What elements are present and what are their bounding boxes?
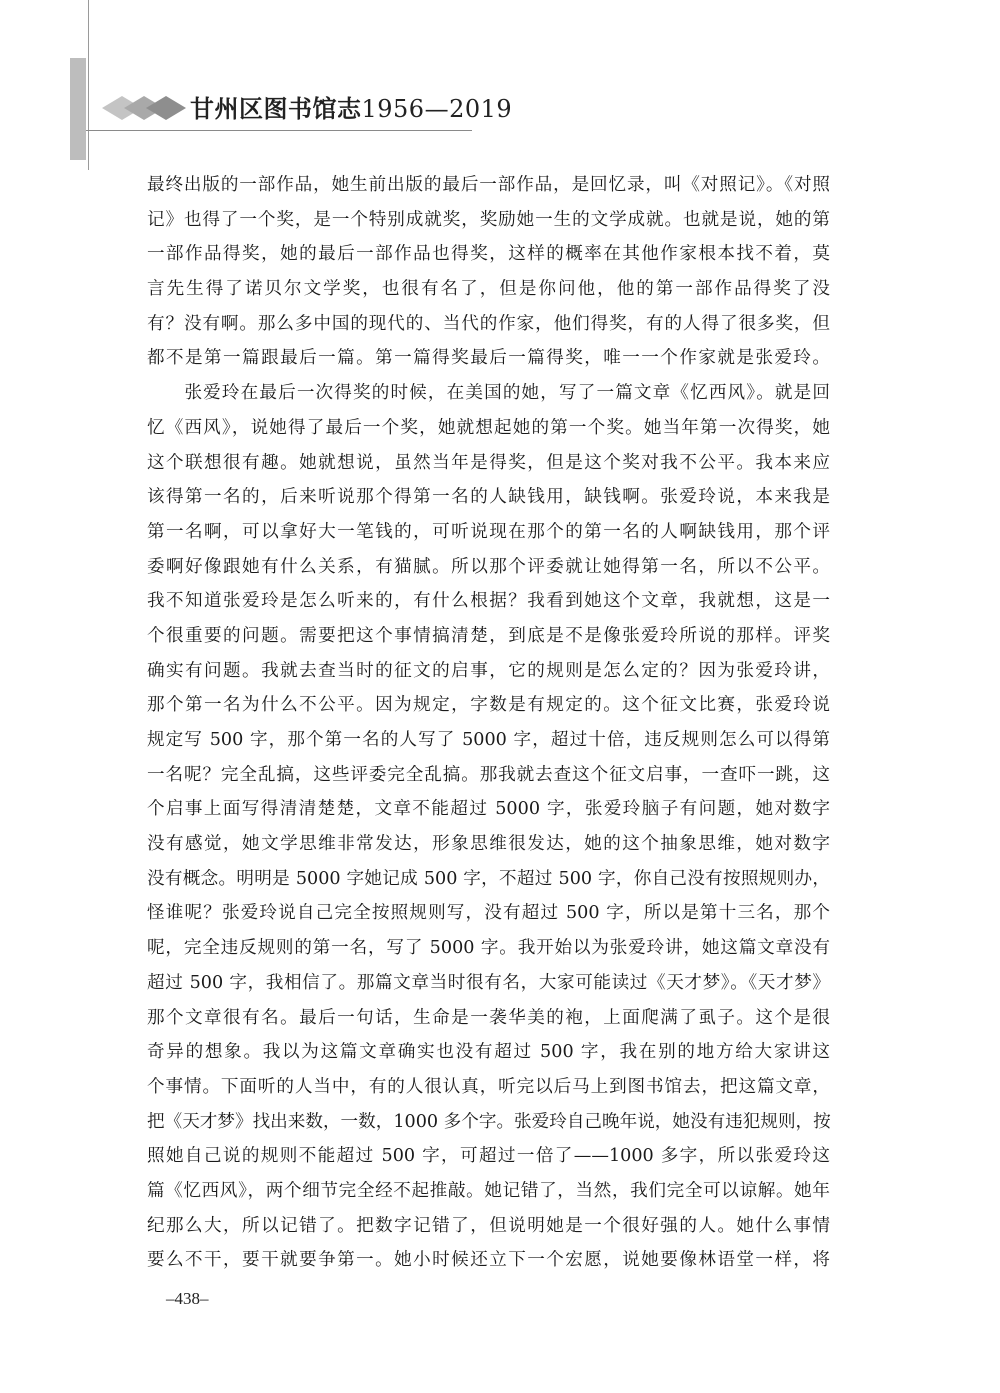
text-line: 超过 500 字，我相信了。那篇文章当时很有名，大家可能读过《天才梦》。《天才梦》 [147, 972, 830, 993]
running-header-title [190, 91, 512, 127]
text-line: 照她自己说的规则不能超过 500 字，可超过一倍了——1000 多字，所以张爱玲这 [147, 1146, 830, 1167]
text-line: 这个联想很有趣。她就想说，虽然当年是得奖，但是这个奖对我不公平。我本来应 [147, 452, 830, 473]
book-title: 甘州区图书馆志 [190, 94, 362, 123]
text-line: 把《天才梦》找出来数，一数，1000 多个字。张爱玲自己晚年说，她没有违犯规则，按 [147, 1111, 831, 1132]
text-line: 委啊好像跟她有什么关系，有猫腻。所以那个评委就让她得第一名，所以不公平。 [147, 556, 830, 577]
text-line: 那个文章很有名。最后一句话，生命是一袭华美的袍，上面爬满了虱子。这个是很 [147, 1007, 830, 1028]
text-line: 纪那么大，所以记错了。把数字记错了，但说明她是一个很好强的人。她什么事情 [147, 1215, 830, 1236]
text-line: 忆《西风》，说她得了最后一个奖，她就想起她的第一个奖。她当年第一次得奖，她 [147, 417, 830, 438]
text-line: 那个第一名为什么不公平。因为规定，字数是有规定的。这个征文比赛，张爱玲说 [147, 695, 830, 716]
text-line: 呢，完全违反规则的第一名，写了 5000 字。我开始以为张爱玲讲，她这篇文章没有 [147, 938, 830, 959]
text-line: 要么不干，要干就要争第一。她小时候还立下一个宏愿，说她要像林语堂一样，将 [147, 1250, 830, 1271]
text-line: 最终出版的一部作品，她生前出版的最后一部作品，是回忆录，叫《对照记》。《对照 [147, 175, 830, 195]
page-number: –438– [166, 1289, 209, 1308]
text-line: 奇异的想象。我以为这篇文章确实也没有超过 500 字，我在别的地方给大家讲这 [147, 1042, 830, 1063]
text-line: 言先生得了诺贝尔文学奖，也很有名了，但是你问他，他的第一部作品得奖了没 [147, 279, 830, 300]
text-line: 该得第一名的，后来听说那个得第一名的人缺钱用，缺钱啊。张爱玲说，本来我是 [147, 487, 830, 508]
text-line: 都不是第一篇跟最后一篇。第一篇得奖最后一篇得奖，唯一一个作家就是张爱玲。 [147, 348, 830, 369]
text-line: 确实有问题。我就去查当时的征文的启事，它的规则是怎么定的？因为张爱玲讲， [147, 660, 830, 681]
text-line: 个事情。下面听的人当中，有的人很认真，听完以后马上到图书馆去，把这篇文章， [147, 1076, 830, 1097]
diamond-ornament-icon [100, 90, 200, 126]
margin-tab [70, 58, 86, 160]
text-line: 个启事上面写得清清楚楚，文章不能超过 5000 字，张爱玲脑子有问题，她对数字 [147, 799, 830, 820]
text-line: 一名呢？完全乱搞，这些评委完全乱搞。那我就去查这个征文启事，一查吓一跳，这 [147, 764, 830, 785]
text-line: 篇《忆西风》，两个细节完全经不起推敲。她记错了，当然，我们完全可以谅解。她年 [147, 1180, 830, 1201]
text-line: 第一名啊，可以拿好大一笔钱的，可听说现在那个的第一名的人啊缺钱用，那个评 [147, 521, 830, 542]
text-line: 个很重要的问题。需要把这个事情搞清楚，到底是不是像张爱玲所说的那样。评奖 [147, 625, 830, 646]
text-line: 一部作品得奖，她的最后一部作品也得奖，这样的概率在其他作家根本找不着，莫 [147, 244, 830, 265]
text-line: 张爱玲在最后一次得奖的时候，在美国的她，写了一篇文章《忆西风》。就是回 [147, 383, 830, 404]
book-years: 1956—2019 [361, 95, 513, 123]
body-text [147, 168, 830, 1278]
text-line: 没有概念。明明是 5000 字她记成 500 字，不超过 500 字，你自己没有按照规则办， [147, 868, 830, 889]
text-line: 记》也得了一个奖，是一个特别成就奖，奖励她一生的文学成就。也就是说，她的第 [147, 209, 830, 230]
text-line: 怪谁呢？张爱玲说自己完全按照规则写，没有超过 500 字，所以是第十三名，那个 [147, 903, 830, 924]
header-rule [86, 130, 472, 131]
margin-rule [88, 0, 89, 170]
text-line: 规定写 500 字，那个第一名的人写了 5000 字，超过十倍，违反规则怎么可以得第 [147, 730, 830, 750]
text-line: 我不知道张爱玲是怎么听来的，有什么根据？我看到她这个文章，我就想，这是一 [147, 591, 830, 612]
text-line: 有？没有啊。那么多中国的现代的、当代的作家，他们得奖，有的人得了很多奖，但 [147, 313, 830, 334]
text-line: 没有感觉，她文学思维非常发达，形象思维很发达，她的这个抽象思维，她对数字 [147, 834, 830, 855]
